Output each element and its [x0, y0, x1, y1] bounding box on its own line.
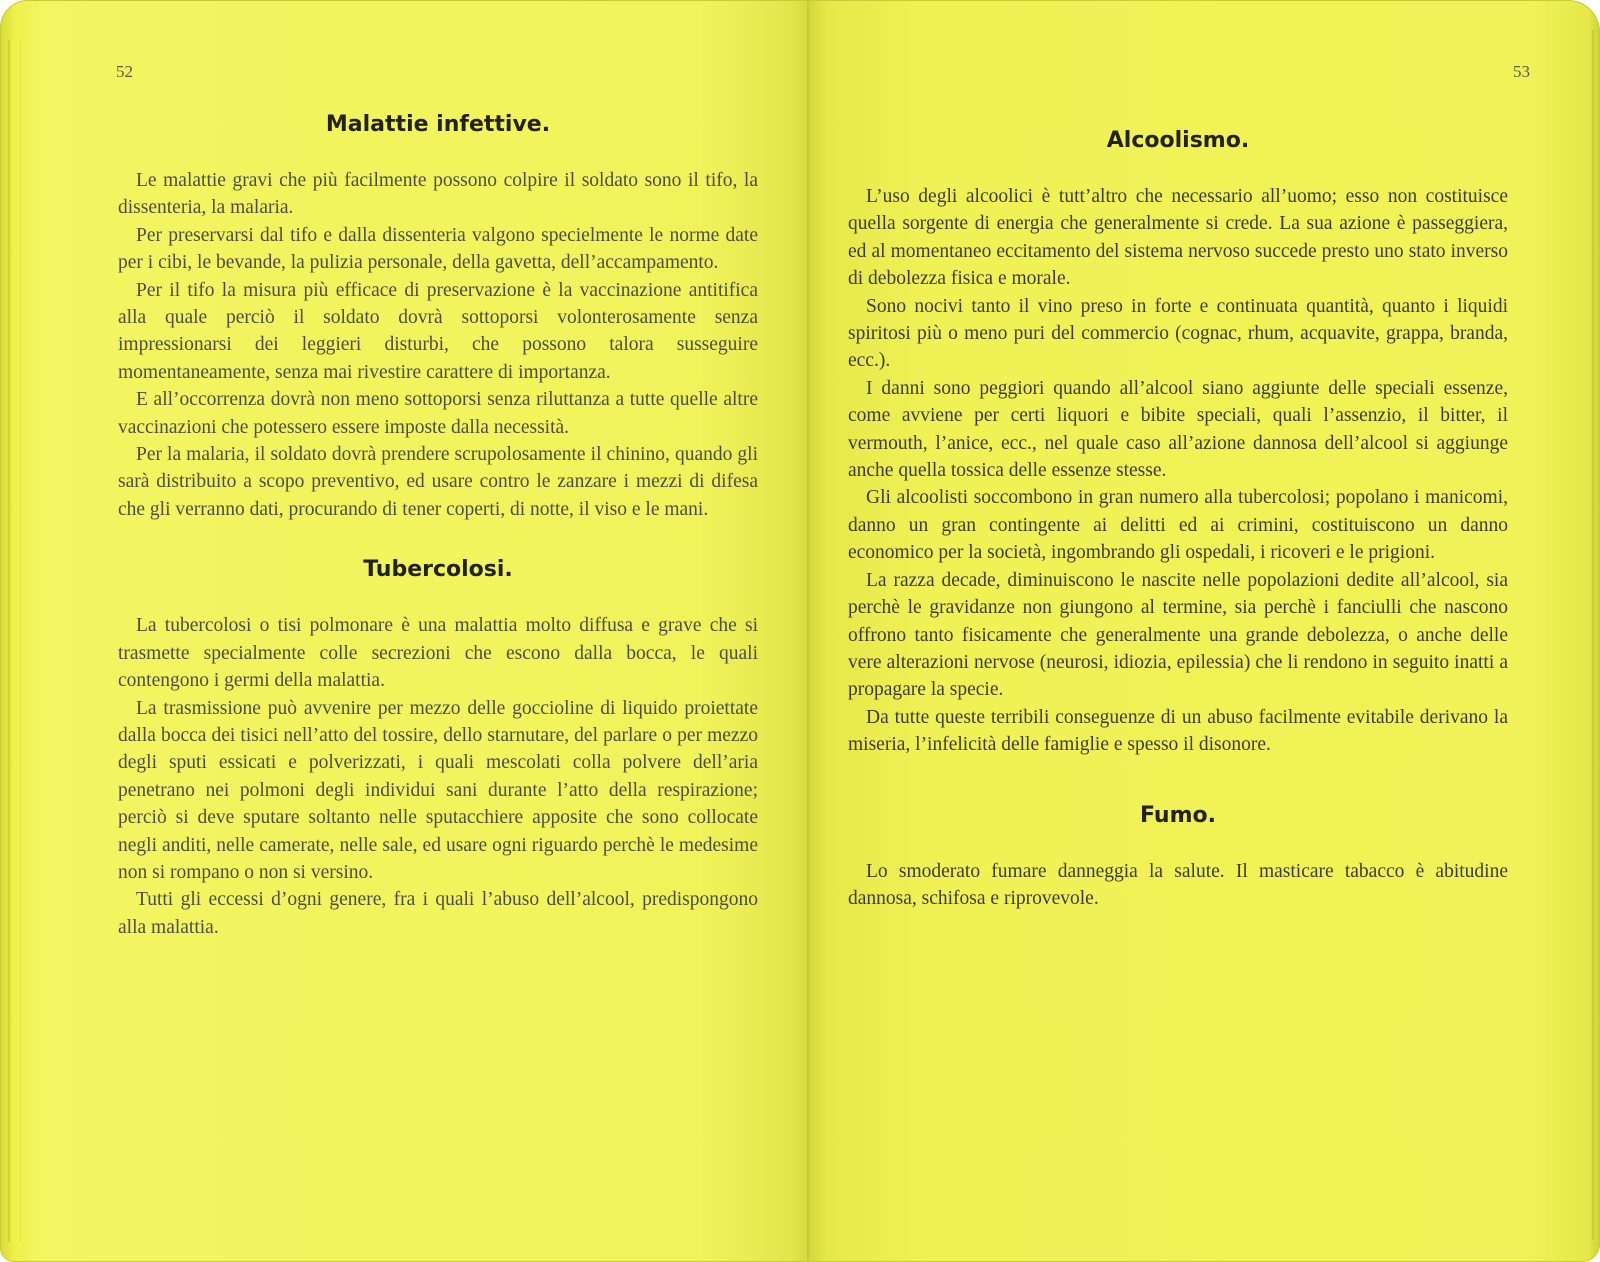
section-alcoolismo [848, 128, 1508, 759]
paragraph: Gli alcoolisti soccombono in gran numero alla tubercolosi; popolano i manicomi, danno un gran contingente ai delitti ed ai crimini, costituiscono un danno economico per la società, ingombrando gli ospedali, i ricoveri e le prigioni. [848, 487, 1508, 564]
section-title: Tubercolosi. [363, 557, 513, 583]
left-page-content [118, 112, 758, 941]
paragraph: La tubercolosi o tisi polmonare è una malattia molto diffusa e grave che si trasmette specialmente colle secrezioni che escono dalla bocca, le quali contengono i germi della malattia. [118, 615, 758, 692]
paragraph: Le malattie gravi che più facilmente possono colpire il soldato sono il tifo, la dissenteria, la malaria. [118, 170, 758, 219]
right-page [808, 0, 1600, 1262]
paragraph: I danni sono peggiori quando all’alcool siano aggiunte delle speciali essenze, come avviene per certi liquori e bibite speciali, quali l’assenzio, il bitter, il vermouth, l’anice, ecc., nel quale caso all’azione dannosa dell’alcool si aggiunge anche quella tossica delle essenze stesse. [848, 377, 1508, 482]
section-title: Fumo. [1140, 802, 1216, 828]
paragraph: Da tutte queste terribili conseguenze di un abuso facilmente evitabile derivano la miseria, l’infelicità delle famiglie e spesso il disonore. [848, 706, 1508, 756]
paragraph: L’uso degli alcoolici è tutt’altro che necessario all’uomo; esso non costituisce quella sorgente di energia che generalmente si crede. La sua azione è passeggiera, ed al momentaneo eccitamento del sistema nervoso succede presto uno stato inverso di debolezza fisica e morale. [848, 186, 1508, 290]
section-title: Alcoolismo. [1106, 128, 1250, 153]
paragraph: La razza decade, diminuiscono le nascite nelle popolazioni dedite all’alcool, sia perchè le gravidanze non giungono al termine, sia perchè i fanciulli che nascono offrono tanto fisicamente che generalmente una grande debolezza, o anche delle vere alterazioni nervose (neurosi, idiozia, epilessia) che li rendono in seguito inatti a propagare la specie. [848, 569, 1508, 701]
section-fumo [848, 803, 1508, 913]
paragraph: E all’occorrenza dovrà non meno sottoporsi senza riluttanza a tutte quelle altre vaccinazioni che potessero essere imposte dalla necessità. [118, 389, 758, 438]
section-title: Malattie infettive. [325, 112, 551, 137]
page-number: 52 [116, 62, 133, 81]
paragraph: La trasmissione può avvenire per mezzo delle goccioline di liquido proiettate dalla bocca dei tisici nell’atto del tossire, dello starnutare, del parlare o per mezzo degli sputi essicati e polverizzati, i quali mescolati colla polvere dell’aria penetrano nei polmoni degli individui sani durante l’atto della respirazione; perciò si deve sputare soltanto nelle sputacchiere apposite che sono collocate negli anditi, nelle camerate, nelle sale, ed usare ogni riguardo perchè le medesime non si rompano o non si versino. [118, 697, 758, 883]
section-malattie-infettive [118, 112, 758, 523]
paragraph: Per il tifo la misura più efficace di preservazione è la vaccinazione antitifica alla quale perciò il soldato dovrà sottoporsi volonterosamente senza impressionarsi dei leggieri disturbi, che possono talora susseguire momentaneamente, senza mai rivestire carattere di importanza. [118, 279, 758, 383]
right-page-content [848, 128, 1508, 912]
paragraph: Tutti gli eccessi d’ogni genere, fra i quali l’abuso dell’alcool, predispongono alla malattia. [118, 889, 758, 938]
page-number: 53 [1513, 62, 1530, 81]
paragraph: Per preservarsi dal tifo e dalla dissenteria valgono specielmente le norme date per i cibi, le bevande, la pulizia personale, della gavetta, dell’accampamento. [118, 224, 758, 274]
paragraph: Sono nocivi tanto il vino preso in forte e continuata quantità, quanto i liquidi spiritosi più o meno puri del commercio (cognac, rhum, acquavite, grappa, branda, ecc.). [848, 295, 1508, 372]
paragraph: Lo smoderato fumare danneggia la salute. Il masticare tabacco è abitudine dannosa, schifosa e riprovevole. [848, 860, 1508, 909]
paragraph: Per la malaria, il soldato dovrà prendere scrupolosamente il chinino, quando gli sarà distribuito a scopo preventivo, ed usare contro le zanzare i mezzi di difesa che gli verranno dati, procurando di tener coperti, di notte, il viso e le mani. [118, 444, 758, 520]
section-tubercolosi [118, 557, 758, 941]
